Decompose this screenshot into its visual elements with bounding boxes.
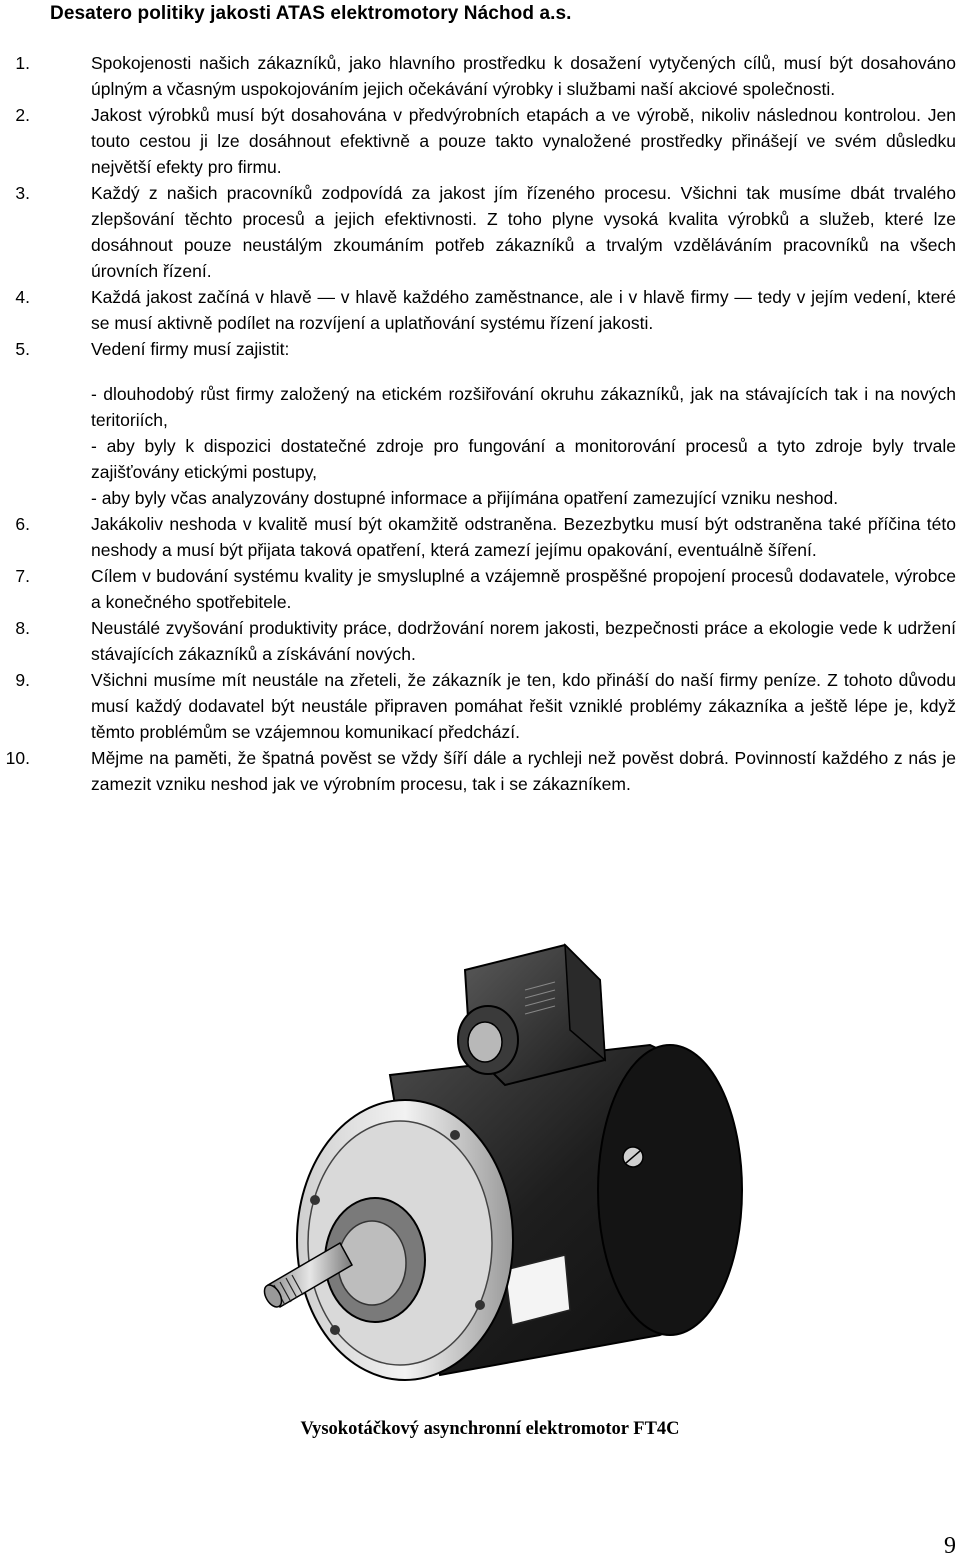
sub-item: - aby byly k dispozici dostatečné zdroje pro fungování a monitorování procesů a tyto zdroje byly trvale zajišťovány etickými postupy,: [91, 436, 956, 482]
item-text: Spokojenosti našich zákazníků, jako hlavního prostředku k dosažení vytyčených cílů, musí být dosahováno úplným a včasným uspokojováním jejich očekávání výrobky i službami naší akciové společnosti.: [91, 53, 956, 99]
page-number: 9: [944, 1533, 956, 1559]
item-text: Vedení firmy musí zajistit:: [91, 339, 290, 359]
item-number: 5.: [15, 339, 30, 359]
item-text: Každá jakost začíná v hlavě — v hlavě každého zaměstnance, ale i v hlavě firmy — tedy v jejím vedení, které se musí aktivně podílet na rozvíjení a uplatňování systému řízení jakosti.: [91, 287, 956, 333]
item-number: 4.: [15, 287, 30, 307]
policy-item-5: [0, 336, 960, 511]
sub-list: [91, 381, 956, 511]
motor-back-end: [598, 1045, 742, 1335]
figure-caption: Vysokotáčkový asynchronní elektromotor FT4C: [300, 1419, 680, 1439]
flange-hole: [310, 1195, 320, 1205]
policy-item-9: [0, 667, 960, 745]
policy-item-7: [0, 563, 960, 615]
flange-hole: [330, 1325, 340, 1335]
document-title: Desatero politiky jakosti ATAS elektromotory Náchod a.s.: [50, 3, 572, 24]
item-number: 1.: [15, 53, 30, 73]
item-text: Jakákoliv neshoda v kvalitě musí být okamžitě odstraněna. Bezezbytku musí být odstraněna také příčina této neshody a musí být přijata taková opatření, která zamezí jejímu opakování, eventuálně šíření.: [91, 514, 956, 560]
item-text: Jakost výrobků musí být dosahována v předvýrobních etapách a ve výrobě, nikoliv následnou kontrolou. Jen touto cestou ji lze dosáhnout efektivně a pouze takto vynaložené prostředky přinášejí ve svém důsledku největší efekty pro firmu.: [91, 105, 956, 177]
item-number: 3.: [15, 183, 30, 203]
item-text: Každý z našich pracovníků zodpovídá za jakost jím řízeného procesu. Všichni tak musíme dbát trvalého zlepšování těchto procesů a jejich efektivnosti. Z toho plyne vysoká kvalita výrobků a služeb, které lze dosáhnout pouze neustálým zkoumáním potřeb zákazníků a trvalým vzděláváním pracovníků na všech úrovních řízení.: [91, 183, 956, 281]
sub-item: - aby byly včas analyzovány dostupné informace a přijímána opatření zamezující vzniku neshod.: [91, 488, 839, 508]
item-text: Neustálé zvyšování produktivity práce, dodržování norem jakosti, bezpečnosti práce a ekologie vede k udržení stávajících zákazníků a získávání nových.: [91, 618, 956, 664]
policy-item-10: [0, 745, 960, 797]
item-number: 9.: [15, 670, 30, 690]
item-number: 8.: [15, 618, 30, 638]
flange-hole: [450, 1130, 460, 1140]
item-text: Mějme na paměti, že špatná pověst se vždy šíří dále a rychleji než pověst dobrá. Povinností každého z nás je zamezit vzniku neshod jak ve výrobním procesu, tak i se zákazníkem.: [91, 748, 956, 794]
policy-item-3: [0, 180, 960, 284]
item-number: 6.: [15, 514, 30, 534]
sub-item: - dlouhodobý růst firmy založený na etickém rozšiřování okruhu zákazníků, jak na stávajících tak i na nových teritoriích,: [91, 384, 956, 430]
policy-item-4: [0, 284, 960, 336]
item-number: 7.: [15, 566, 30, 586]
item-number: 10.: [5, 748, 30, 768]
policy-list: [0, 50, 960, 797]
flange-hole: [475, 1300, 485, 1310]
item-text: Cílem v budování systému kvality je smysluplné a vzájemně prospěšné propojení procesů dodavatele, výrobce a konečného spotřebitele.: [91, 566, 956, 612]
motor-drawing: [240, 935, 760, 1405]
policy-item-6: [0, 511, 960, 563]
motor-illustration: [240, 935, 760, 1405]
policy-item-1: [0, 50, 960, 102]
item-number: 2.: [15, 105, 30, 125]
policy-item-2: [0, 102, 960, 180]
policy-item-8: [0, 615, 960, 667]
item-text: Všichni musíme mít neustále na zřeteli, že zákazník je ten, kdo přináší do naší firmy peníze. Z tohoto důvodu musí každý dodavatel být neustále připraven pomáhat řešit vzniklé problémy zákazníka a ještě lépe je, když těmto problémům se vzájemnou komunikací předchází.: [91, 670, 956, 742]
